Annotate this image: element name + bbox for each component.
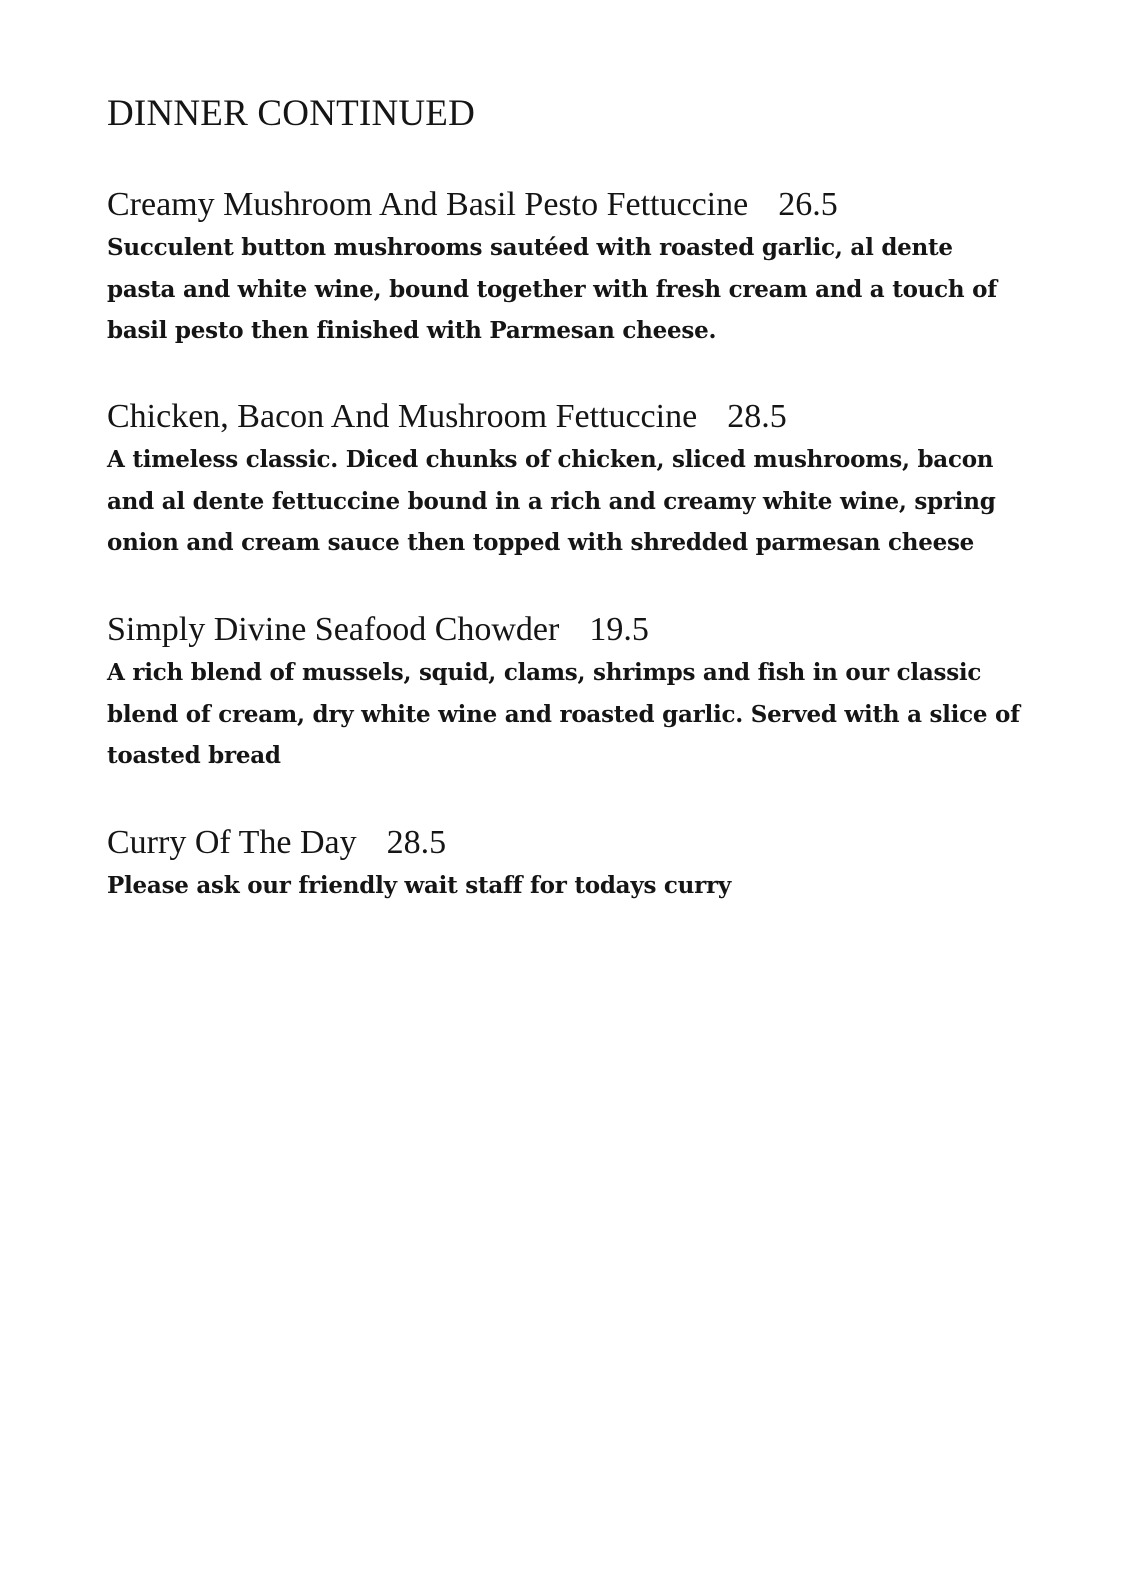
menu-item: [107, 395, 1027, 564]
menu-item-price: 19.5: [589, 611, 649, 648]
menu-item-heading: [107, 821, 1027, 865]
menu-item-heading: [107, 395, 1027, 439]
menu-item-heading: [107, 183, 1027, 227]
menu-item: [107, 608, 1027, 777]
menu-item: [107, 821, 1027, 907]
menu-item-price: 26.5: [778, 186, 838, 223]
menu-item-description: Succulent button mushrooms sautéed with roasted garlic, al dente pasta and white wine, bound together with fresh cream and a touch of basil pesto then finished with Parmesan cheese.: [107, 234, 997, 344]
page-title: DINNER CONTINUED: [107, 93, 476, 134]
menu-item-name: Curry Of The Day: [107, 824, 357, 861]
menu-item-price: 28.5: [386, 824, 447, 861]
menu-item: [107, 183, 1027, 352]
menu-item-description: A rich blend of mussels, squid, clams, shrimps and fish in our classic blend of cream, dry white wine and roasted garlic. Served with a slice of toasted bread: [107, 659, 1020, 769]
menu-item-heading: [107, 608, 1027, 652]
menu-item-description: Please ask our friendly wait staff for todays curry: [107, 872, 731, 899]
menu-item-name: Creamy Mushroom And Basil Pesto Fettuccine: [107, 186, 749, 223]
menu-item-name: Chicken, Bacon And Mushroom Fettuccine: [107, 398, 698, 435]
menu-item-name: Simply Divine Seafood Chowder: [107, 611, 560, 648]
menu-item-description: A timeless classic. Diced chunks of chicken, sliced mushrooms, bacon and al dente fettuccine bound in a rich and creamy white wine, spring onion and cream sauce then topped with shredded parmesan cheese: [107, 446, 996, 556]
menu-item-price: 28.5: [727, 398, 787, 435]
